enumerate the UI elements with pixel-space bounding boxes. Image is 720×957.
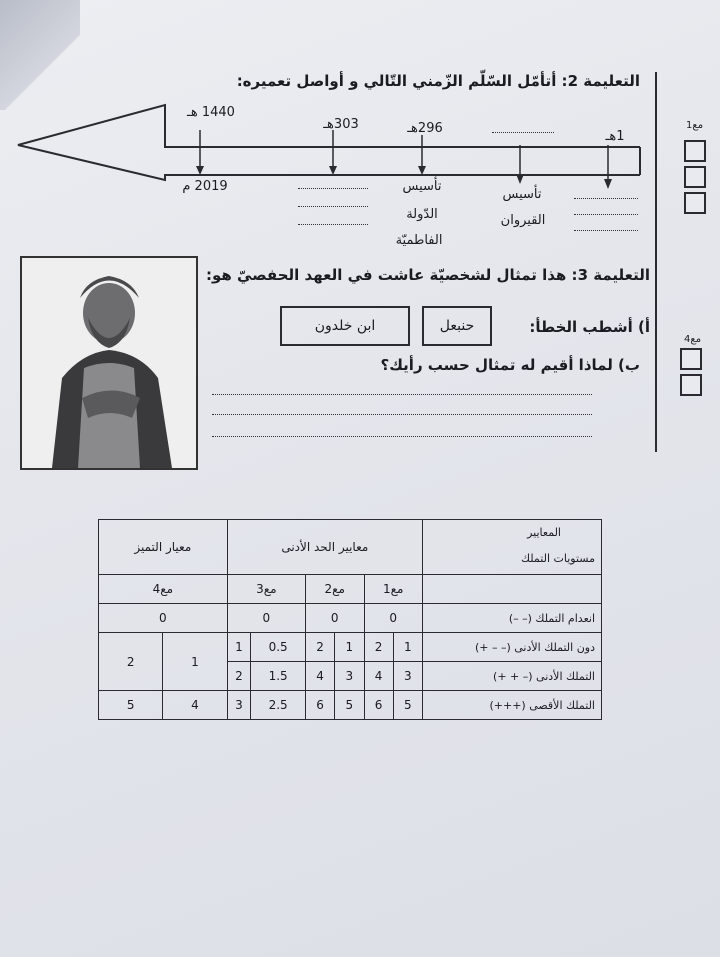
cell: 0 [99,604,228,633]
cell: 1 [393,633,422,662]
timeline-year-2019: 2019 م [182,179,228,194]
score-box-3[interactable] [684,192,706,214]
table-row [99,691,602,720]
cell: 3 [393,662,422,691]
timeline-label-kairouan-2: القيروان [500,213,546,228]
criterion-1: مع1 [364,575,423,604]
cell: 0 [227,604,305,633]
table-empty-cell [423,575,602,604]
table-row [99,633,602,662]
statue-photo [20,256,198,470]
table-header-criteria: المعايير [527,526,561,539]
criterion-2: مع2 [306,575,365,604]
q3-part-b: ب) لماذا أقيم له تمثال حسب رأيك؟ [380,356,640,374]
timeline-label-fatimid-3: الفاطميّة [395,233,443,248]
option-ibn-khaldun[interactable]: ابن خلدون [280,306,410,346]
cell: 1 [335,633,364,662]
score-box-5[interactable] [680,374,702,396]
cell: 4 [364,662,393,691]
cell: 5 [393,691,422,720]
timeline-blank-1-2[interactable] [574,214,638,215]
timeline-blank-1-3[interactable] [574,230,638,231]
cell: 3 [227,691,251,720]
table-header-min: معايير الحد الأدنى [227,520,422,575]
cell: 0 [364,604,423,633]
cell: 5 [99,691,163,720]
cell: 2 [227,662,251,691]
answer-line-1[interactable] [212,394,592,395]
table-row [99,604,602,633]
timeline-label-kairouan-1: تأسيس [502,187,542,202]
cell: 2 [364,633,393,662]
table-header-criteria-cell [423,520,602,575]
timeline-year-1440: 1440 هـ [187,105,235,120]
timeline-label-fatimid-2: الدّولة [406,207,438,222]
timeline-blank-1-1[interactable] [574,198,638,199]
timeline-label-fatimid-1: تأسيس [402,179,442,194]
grading-table [98,519,602,720]
cell: 0.5 [251,633,306,662]
q2-criterion-tag: مع1 [686,120,704,131]
cell: 1 [227,633,251,662]
q3-part-a: أ) أشطب الخطأ: [529,318,650,336]
cell: 4 [163,691,227,720]
table-header-excellence: معيار التميز [99,520,228,575]
score-box-4[interactable] [680,348,702,370]
score-box-2[interactable] [684,166,706,188]
table-header-levels: مستويات التملك [521,552,595,565]
timeline-blank-top[interactable] [492,132,554,133]
q3-criterion-tag: مع4 [684,334,702,345]
timeline-year-303: 303هـ [323,117,359,132]
row-label: التملك الأقصى (+++) [423,691,602,720]
timeline-blank-303-2[interactable] [298,206,368,207]
cell: 2.5 [251,691,306,720]
cell: 4 [306,662,335,691]
criterion-3: مع3 [227,575,305,604]
timeline-year-296: 296هـ [407,121,443,136]
row-label: التملك الأدنى (– + +) [423,662,602,691]
cell: 6 [306,691,335,720]
timeline-blank-303-1[interactable] [298,188,368,189]
timeline-arrow [0,100,660,200]
row-label: دون التملك الأدنى (– – +) [423,633,602,662]
page-fold-shadow [0,0,80,110]
cell: 2 [306,633,335,662]
cell: 2 [99,633,163,691]
q3-title: التعليمة 3: هذا تمثال لشخصيّة عاشت في العهد الحفصيّ هو: [205,266,650,284]
cell: 0 [306,604,365,633]
cell: 1 [163,633,227,691]
cell: 3 [335,662,364,691]
cell: 5 [335,691,364,720]
criterion-4: مع4 [99,575,228,604]
answer-line-2[interactable] [212,414,592,415]
timeline-blank-303-3[interactable] [298,224,368,225]
timeline-year-1: 1هـ [605,129,625,144]
statue-illustration [22,258,196,468]
score-box-1[interactable] [684,140,706,162]
cell: 1.5 [251,662,306,691]
q2-title: التعليمة 2: أتأمّل السّلّم الزّمني التّالي و أواصل تعميره: [236,72,640,90]
option-hannibal[interactable]: حنبعل [422,306,492,346]
answer-line-3[interactable] [212,436,592,437]
cell: 6 [364,691,393,720]
row-label: انعدام التملك (– –) [423,604,602,633]
